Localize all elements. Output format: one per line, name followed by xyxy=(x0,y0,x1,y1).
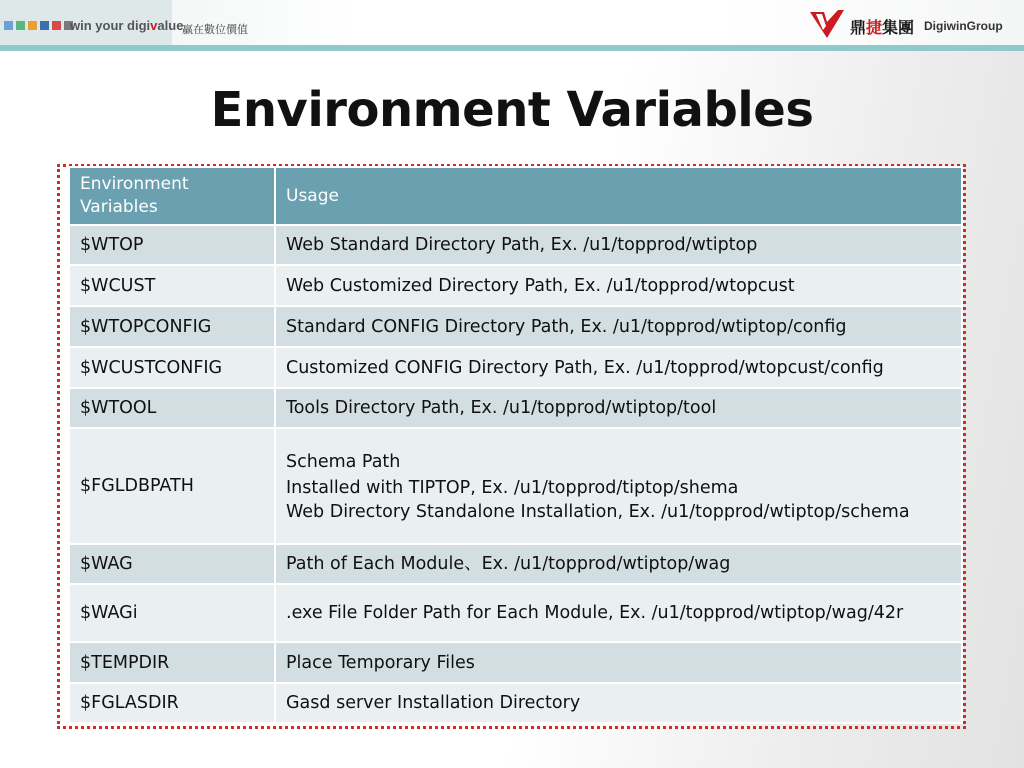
variable-name: $FGLDBPATH xyxy=(69,428,275,544)
variable-usage: Tools Directory Path, Ex. /u1/topprod/wtiptop/tool xyxy=(275,388,962,428)
variable-name: $WAG xyxy=(69,544,275,584)
table-row xyxy=(69,265,962,306)
variable-usage: Standard CONFIG Directory Path, Ex. /u1/topprod/wtiptop/config xyxy=(275,306,962,347)
brand-square xyxy=(16,21,25,30)
usage-line: Installed with TIPTOP, Ex. /u1/topprod/tiptop/shema xyxy=(286,477,739,498)
variable-name: $WTOPCONFIG xyxy=(69,306,275,347)
variable-usage: Gasd server Installation Directory xyxy=(275,683,962,723)
brand-square xyxy=(52,21,61,30)
header-stripe xyxy=(0,45,1024,51)
tagline-end: alue xyxy=(157,18,184,33)
logo-cn-part: 捷 xyxy=(866,18,883,37)
variable-name: $WCUST xyxy=(69,265,275,306)
table-row xyxy=(69,388,962,428)
company-logo xyxy=(808,6,1018,42)
digiwin-logo-icon xyxy=(808,8,846,40)
variable-usage: Web Customized Directory Path, Ex. /u1/topprod/wtopcust xyxy=(275,265,962,306)
table-row xyxy=(69,544,962,584)
variable-usage: .exe File Folder Path for Each Module, Ex. /u1/topprod/wtiptop/wag/42r xyxy=(275,584,962,642)
variable-usage xyxy=(275,428,962,544)
table-row xyxy=(69,428,962,544)
table-row xyxy=(69,225,962,265)
logo-chinese xyxy=(850,15,914,38)
variable-name: $WAGi xyxy=(69,584,275,642)
variable-name: $FGLASDIR xyxy=(69,683,275,723)
table-row xyxy=(69,642,962,683)
tagline-text: win your digi xyxy=(70,18,151,33)
table-header-row xyxy=(69,167,962,225)
variable-usage: Web Standard Directory Path, Ex. /u1/topprod/wtiptop xyxy=(275,225,962,265)
usage-line: Web Directory Standalone Installation, Ex. /u1/topprod/wtiptop/schema xyxy=(286,501,910,522)
logo-cn-part: 鼎 xyxy=(850,18,867,37)
brand-square xyxy=(28,21,37,30)
variable-name: $TEMPDIR xyxy=(69,642,275,683)
env-variables-table xyxy=(68,166,963,724)
logo-cn-part: 集團 xyxy=(882,18,915,37)
table-row xyxy=(69,683,962,723)
variable-usage: Path of Each Module、Ex. /u1/topprod/wtiptop/wag xyxy=(275,544,962,584)
table-row xyxy=(69,306,962,347)
brand-square xyxy=(40,21,49,30)
tagline-chinese: 贏在數位價值 xyxy=(182,23,248,36)
brand-squares xyxy=(4,21,73,30)
variable-name: $WTOP xyxy=(69,225,275,265)
table-row xyxy=(69,584,962,642)
column-header-variables: Environment Variables xyxy=(69,167,275,225)
tagline-v: v xyxy=(150,18,158,33)
logo-english: DigiwinGroup xyxy=(924,19,1003,33)
page-title: Environment Variables xyxy=(210,82,814,138)
brand-square xyxy=(4,21,13,30)
variable-usage: Customized CONFIG Directory Path, Ex. /u1/topprod/wtopcust/config xyxy=(275,347,962,388)
table-row xyxy=(69,347,962,388)
variable-name: $WCUSTCONFIG xyxy=(69,347,275,388)
tagline xyxy=(70,18,183,33)
usage-line: Schema Path xyxy=(286,451,401,472)
variable-usage: Place Temporary Files xyxy=(275,642,962,683)
variable-name: $WTOOL xyxy=(69,388,275,428)
column-header-usage: Usage xyxy=(275,167,962,225)
